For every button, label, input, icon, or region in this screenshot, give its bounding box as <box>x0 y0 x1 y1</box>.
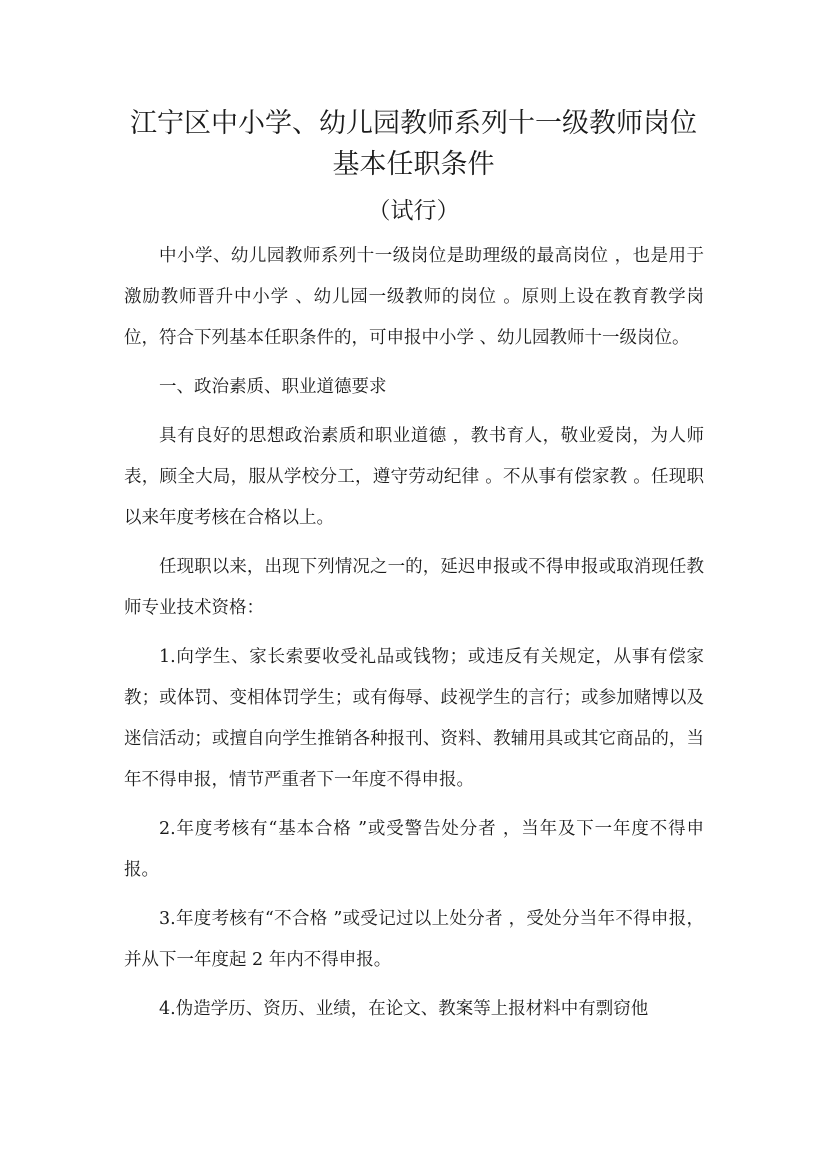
document-title-line1: 江宁区中小学、幼儿园教师系列十一级教师岗位 <box>130 108 697 139</box>
document-title-line2: 基本任职条件 <box>332 149 495 180</box>
section1-paragraph-2: 任现职以来，出现下列情况之一的，延迟申报或不得申报或取消现任教师专业技术资格： <box>124 557 704 618</box>
document-body <box>124 236 704 1038</box>
intro-paragraph: 中小学、幼儿园教师系列十一级岗位是助理级的最高岗位 ，也是用于激励教师晋升中小学 、幼儿园一级教师的岗位 。原则上设在教育教学岗位，符合下列基本任职条件的，可申报中小学 、幼儿园教师十一级岗位。 <box>124 246 704 348</box>
list-item-2: 2.年度考核有“基本合格 ”或受警告处分者 ，当年及下一年度不得申报。 <box>124 819 704 880</box>
section1-heading: 一、政治素质、职业道德要求 <box>159 377 387 397</box>
document-subtitle: （试行） <box>367 198 460 224</box>
list-item-1: 1.向学生、家长索要收受礼品或钱物；或违反有关规定，从事有偿家教；或体罚、变相体罚学生；或有侮辱、歧视学生的言行；或参加赌博以及迷信活动；或擅自向学生推销各种报刊、资料、教辅用具或其它商品的，当年不得申报，情节严重者下一年度不得申报。 <box>124 647 704 790</box>
list-item-3: 3.年度考核有“不合格 ”或受记过以上处分者 ，受处分当年不得申报，并从下一年度起 2 年内不得申报。 <box>124 909 704 970</box>
list-item-4: 4.伪造学历、资历、业绩，在论文、教案等上报材料中有剽窃他 <box>159 999 649 1019</box>
section1-paragraph: 具有良好的思想政治素质和职业道德 ，教书育人，敬业爱岗，为人师表，顾全大局，服从学校分工，遵守劳动纪律 。不从事有偿家教 。任现职以来年度考核在合格以上。 <box>124 426 704 528</box>
